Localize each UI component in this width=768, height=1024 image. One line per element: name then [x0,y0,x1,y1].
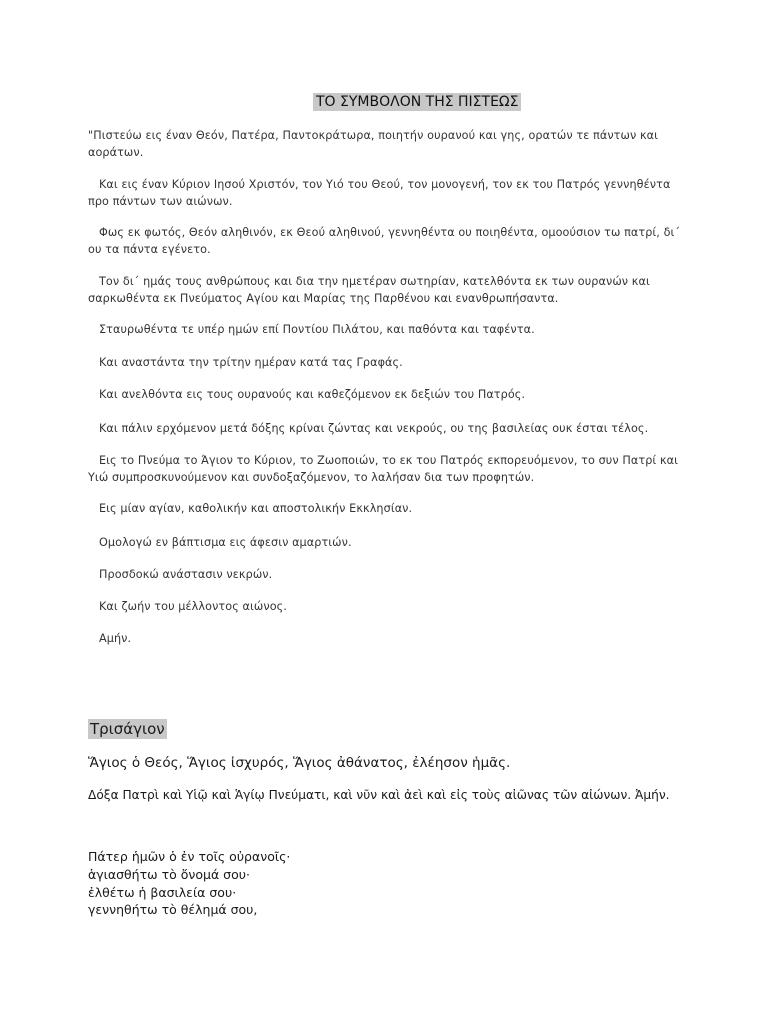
creed-paragraph: Εις το Πνεύμα το Άγιον το Κύριον, το Ζωοποιών, το εκ του Πατρός εκπορευόμενον, το συν Πατρί και Υιώ συμπροσκυνούμενον και συνδοξαζόμενον, το λαλήσαν δια των προφητών. [88,454,678,484]
creed-paragraph: "Πιστεύω εις έναν Θεόν, Πατέρα, Παντοκράτωρα, ποιητήν ουρανού και γης, ορατών τε πάντων και αοράτων. [88,129,659,159]
trisagion-heading: Τρισάγιον [90,720,165,738]
creed-paragraph: Αμήν. [99,632,132,645]
creed-paragraph: Ομολογώ εν βάπτισμα εις άφεσιν αμαρτιών. [99,536,352,549]
creed-paragraph: Και εις έναν Κύριον Ιησού Χριστόν, τον Υιό του Θεού, τον μονογενή, τον εκ του Πατρός γεννηθέντα προ πάντων των αιώνων. [88,178,671,208]
trisagion-line: Ἅγιος ὁ Θεός, Ἅγιος ἰσχυρός, Ἅγιος ἀθάνατος, ἐλέησον ἡμᾶς. [88,755,511,771]
lords-prayer-line: ἁγιασθήτω τὸ ὄνομά σου· [88,867,250,882]
creed-paragraph: Σταυρωθέντα τε υπέρ ημών επί Ποντίου Πιλάτου, και παθόντα και ταφέντα. [99,323,535,336]
creed-paragraph: Και ανελθόντα εις τους ουρανούς και καθεζόμενον εκ δεξιών του Πατρός. [99,388,526,401]
creed-paragraph: Εις μίαν αγίαν, καθολικήν και αποστολικήν Εκκλησίαν. [99,502,413,515]
lords-prayer-line: Πάτερ ἡμῶν ὁ ἐν τοῖς οὐρανοῖς· [88,849,291,864]
doxology-line: Δόξα Πατρὶ καὶ Υἱῷ καὶ Ἁγίῳ Πνεύματι, καὶ νῦν καὶ ἀεὶ καὶ εἰς τοὺς αἰῶνας τῶν αἰώνων. Ἀμήν. [88,788,670,802]
creed-paragraph: Και πάλιν ερχόμενον μετά δόξης κρίναι ζώντας και νεκρούς, ου της βασιλείας ουκ έσται τέλος. [99,422,649,435]
creed-paragraph: Τον δι΄ ημάς τους ανθρώπους και δια την ημετέραν σωτηρίαν, κατελθόντα εκ των ουρανών και σαρκωθέντα εκ Πνεύματος Αγίου και Μαρίας της Παρθένου και ενανθρωπήσαντα. [88,275,650,305]
lords-prayer-line: γεννηθήτω τὸ θέλημά σου, [88,902,258,917]
document-title: ΤΟ ΣΥΜΒΟΛΟΝ ΤΗΣ ΠΙΣΤΕΩΣ [313,93,521,111]
creed-paragraph: Φως εκ φωτός, Θεόν αληθινόν, εκ Θεού αληθινού, γεννηθέντα ου ποιηθέντα, ομοούσιον τω πατρί, δι΄ ου τα πάντα εγένετο. [88,226,681,256]
creed-paragraph: Και ζωήν του μέλλοντος αιώνος. [99,600,287,613]
creed-paragraph: Προσδοκώ ανάστασιν νεκρών. [99,568,273,581]
creed-paragraph: Και αναστάντα την τρίτην ημέραν κατά τας Γραφάς. [99,356,403,369]
lords-prayer-line: ἐλθέτω ἡ βασιλεία σου· [88,885,237,900]
